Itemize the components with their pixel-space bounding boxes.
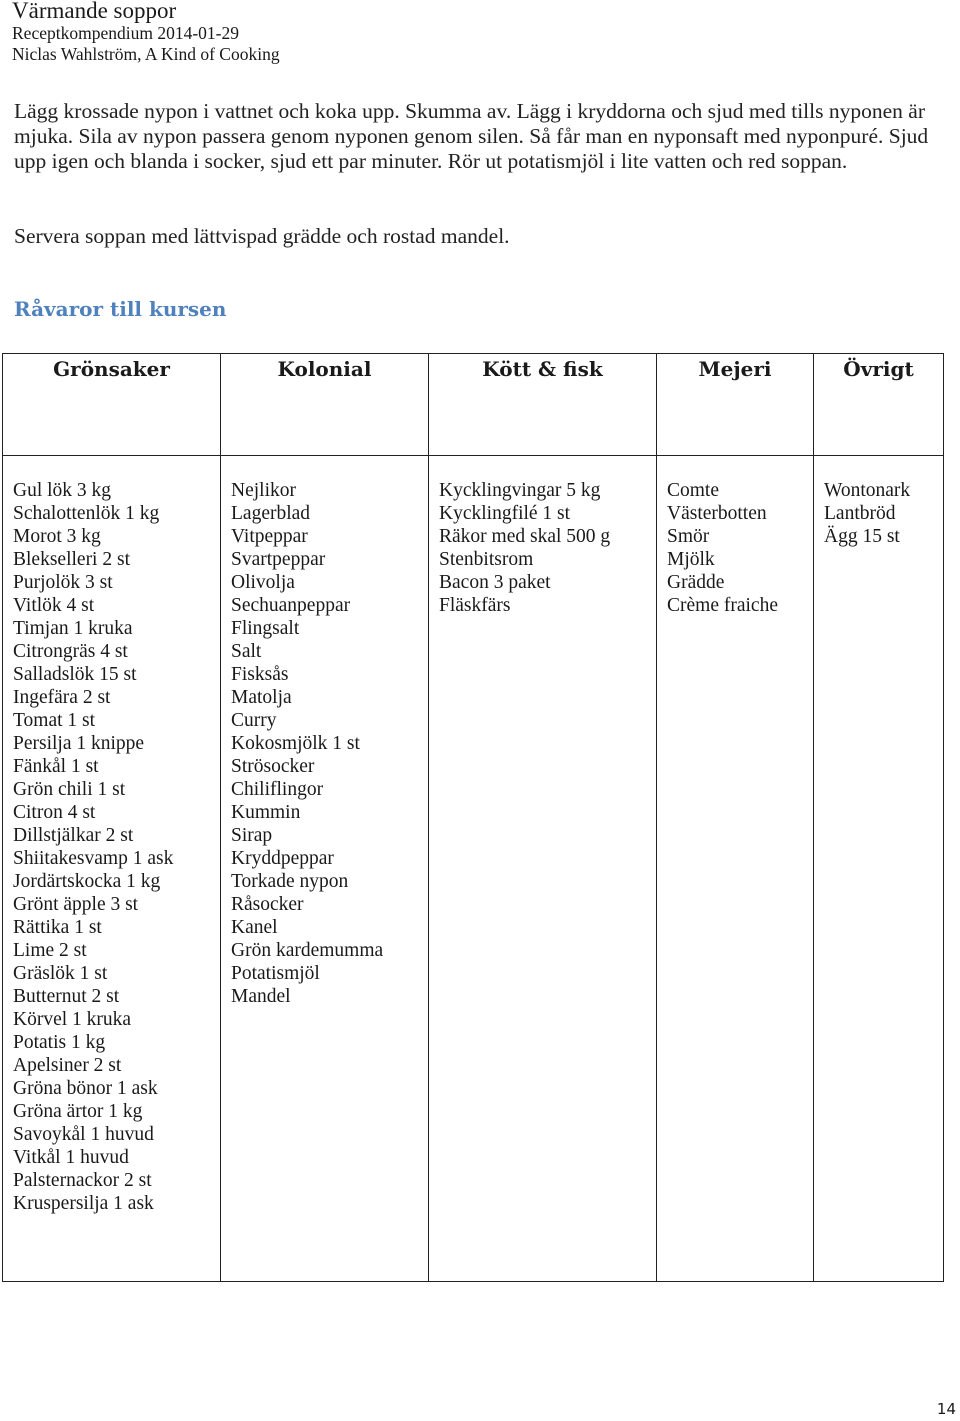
- list-item: Körvel 1 kruka: [13, 1009, 132, 1030]
- list-item: Salladslök 15 st: [13, 664, 137, 685]
- list-item: Kryddpeppar: [231, 848, 334, 869]
- list-item: Grön chili 1 st: [13, 779, 126, 800]
- list-item: Rättika 1 st: [13, 917, 102, 938]
- section-heading: Råvaror till kursen: [14, 297, 227, 321]
- list-item: Dillstjälkar 2 st: [13, 825, 134, 846]
- list-item: Crème fraiche: [667, 595, 778, 616]
- list-item: Stenbitsrom: [439, 549, 534, 570]
- column-list-mejeri: [657, 456, 814, 1282]
- list-item: Apelsiner 2 st: [13, 1055, 122, 1076]
- list-item: Jordärtskocka 1 kg: [13, 871, 161, 892]
- list-item: Strösocker: [231, 756, 315, 777]
- ingredients-table: [2, 353, 944, 1282]
- page-number: 14: [936, 1400, 956, 1418]
- list-item: Lime 2 st: [13, 940, 87, 961]
- list-item: Potatis 1 kg: [13, 1032, 106, 1053]
- column-header-kott-fisk: Kött & fisk: [429, 354, 657, 456]
- document-subtitle-date: Receptkompendium 2014-01-29: [12, 23, 239, 43]
- list-item: Kanel: [231, 917, 278, 938]
- column-header-mejeri: Mejeri: [657, 354, 814, 456]
- list-item: Mandel: [231, 986, 291, 1007]
- list-item: Torkade nypon: [231, 871, 349, 892]
- list-item: Shiitakesvamp 1 ask: [13, 848, 174, 869]
- list-item: Chiliflingor: [231, 779, 324, 800]
- list-item: Flingsalt: [231, 618, 300, 639]
- list-item: Tomat 1 st: [13, 710, 96, 731]
- list-item: Gul lök 3 kg: [13, 480, 112, 501]
- list-item: Citrongräs 4 st: [13, 641, 128, 662]
- column-list-ovrigt: [814, 456, 944, 1282]
- table-row: [3, 456, 944, 1282]
- document-subtitle-author: Niclas Wahlström, A Kind of Cooking: [12, 44, 280, 64]
- list-item: Sechuanpeppar: [231, 595, 351, 616]
- list-item: Grön kardemumma: [231, 940, 384, 961]
- list-item: Råsocker: [231, 894, 304, 915]
- document-title: Värmande soppor: [12, 0, 177, 23]
- column-header-gronsaker: Grönsaker: [3, 354, 221, 456]
- serving-instructions: Servera soppan med lättvispad grädde och rostad mandel.: [14, 224, 510, 248]
- list-item: Grädde: [667, 572, 725, 593]
- column-header-ovrigt: Övrigt: [814, 354, 944, 456]
- list-item: Vitlök 4 st: [13, 595, 95, 616]
- list-item: Kycklingvingar 5 kg: [439, 480, 601, 501]
- column-header-kolonial: Kolonial: [221, 354, 429, 456]
- list-item: Mjölk: [667, 549, 715, 570]
- list-item: Kummin: [231, 802, 301, 823]
- list-item: Gröna bönor 1 ask: [13, 1078, 158, 1099]
- list-item: Comte: [667, 480, 719, 501]
- list-item: Morot 3 kg: [13, 526, 101, 547]
- list-item: Savoykål 1 huvud: [13, 1124, 154, 1145]
- list-item: Butternut 2 st: [13, 986, 120, 1007]
- list-item: Kruspersilja 1 ask: [13, 1193, 154, 1214]
- column-list-gronsaker: [3, 456, 221, 1282]
- list-item: Persilja 1 knippe: [13, 733, 145, 754]
- list-item: Gräslök 1 st: [13, 963, 108, 984]
- list-item: Nejlikor: [231, 480, 296, 501]
- list-item: Olivolja: [231, 572, 295, 593]
- list-item: Matolja: [231, 687, 292, 708]
- list-item: Räkor med skal 500 g: [439, 526, 611, 547]
- list-item: Fänkål 1 st: [13, 756, 99, 777]
- list-item: Fläskfärs: [439, 595, 511, 616]
- list-item: Lantbröd: [824, 503, 896, 524]
- list-item: Potatismjöl: [231, 963, 320, 984]
- list-item: Citron 4 st: [13, 802, 96, 823]
- list-item: Wontonark: [824, 480, 911, 501]
- list-item: Lagerblad: [231, 503, 311, 524]
- list-item: Västerbotten: [667, 503, 767, 524]
- list-item: Grönt äpple 3 st: [13, 894, 139, 915]
- list-item: Salt: [231, 641, 262, 662]
- list-item: Gröna ärtor 1 kg: [13, 1101, 143, 1122]
- table-header-row: [3, 354, 944, 456]
- list-item: Smör: [667, 526, 710, 547]
- list-item: Timjan 1 kruka: [13, 618, 133, 639]
- list-item: Ingefära 2 st: [13, 687, 111, 708]
- column-list-kott-fisk: [429, 456, 657, 1282]
- list-item: Sirap: [231, 825, 273, 846]
- list-item: Vitpeppar: [231, 526, 308, 547]
- list-item: Vitkål 1 huvud: [13, 1147, 129, 1168]
- recipe-instructions: Lägg krossade nypon i vattnet och koka upp. Skumma av. Lägg i kryddorna och sjud med tills nyponen är mjuka. Sila av nypon passera genom nyponen genom silen. Så får man en nyponsaft med nyponpuré. Sjud upp igen och blanda i socker, sjud ett par minuter. Rör ut potatismjöl i lite vatten och red soppan.: [14, 99, 929, 173]
- list-item: Fisksås: [231, 664, 289, 685]
- list-item: Schalottenlök 1 kg: [13, 503, 160, 524]
- column-list-kolonial: [221, 456, 429, 1282]
- list-item: Kokosmjölk 1 st: [231, 733, 360, 754]
- list-item: Ägg 15 st: [824, 526, 900, 547]
- list-item: Kycklingfilé 1 st: [439, 503, 571, 524]
- list-item: Blekselleri 2 st: [13, 549, 130, 570]
- list-item: Svartpeppar: [231, 549, 326, 570]
- list-item: Bacon 3 paket: [439, 572, 551, 593]
- list-item: Purjolök 3 st: [13, 572, 113, 593]
- list-item: Palsternackor 2 st: [13, 1170, 152, 1191]
- list-item: Curry: [231, 710, 277, 731]
